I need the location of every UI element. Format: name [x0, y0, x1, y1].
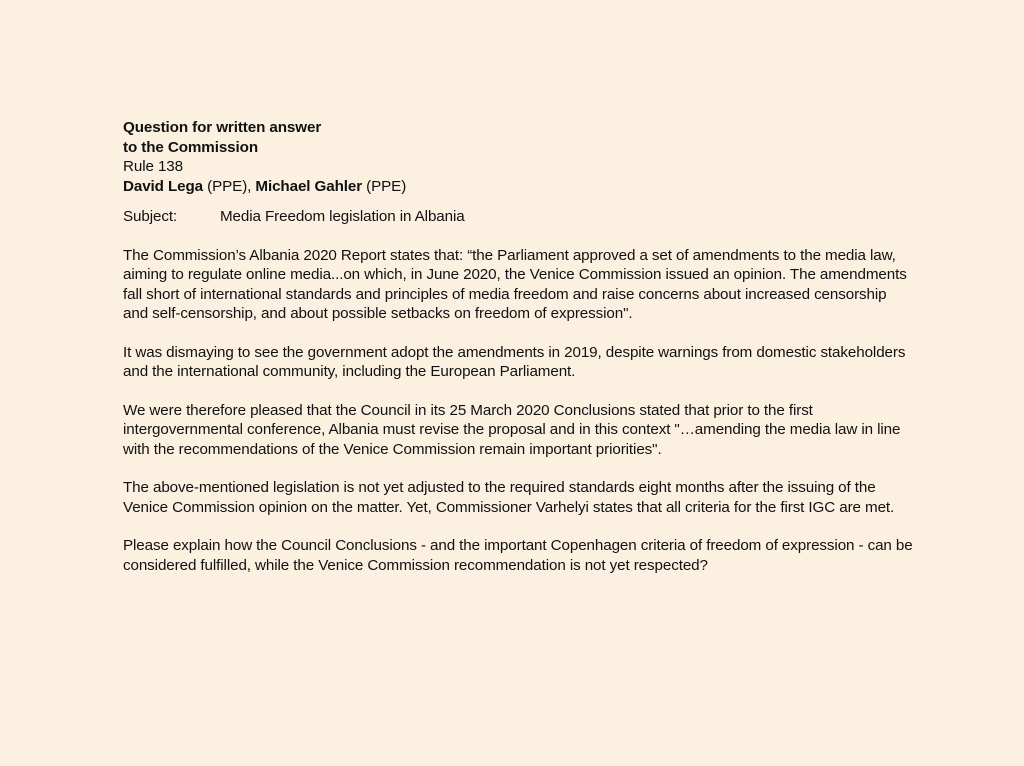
question-paragraph: We were therefore pleased that the Council in its 25 March 2020 Conclusions stated that prior to the first intergovernmental conference, Albania must revise the proposal and in this context "…amending the media law in line with the recommendations of the Venice Commission remain important priorities".: [123, 401, 901, 458]
authors-line: [123, 177, 913, 197]
question-header: [123, 118, 913, 196]
subject-line: [123, 207, 913, 227]
author-party: (PPE): [362, 177, 407, 195]
question-paragraph: The above-mentioned legislation is not yet adjusted to the required standards eight months after the issuing of the Venice Commission opinion on the matter. Yet, Commissioner Varhelyi states that all criteria for the first IGC are met.: [123, 479, 895, 516]
document-body: [123, 118, 913, 575]
question-paragraph: Please explain how the Council Conclusions - and the important Copenhagen criteria of freedom of expression - can be considered fulfilled, while the Venice Commission recommendation is not yet respected?: [123, 537, 913, 574]
author-name: David Lega: [123, 177, 204, 195]
question-addressee: to the Commission: [123, 138, 258, 156]
author-name: Michael Gahler: [255, 177, 363, 195]
question-paragraph: It was dismaying to see the government adopt the amendments in 2019, despite warnings from domestic stakeholders and the international community, including the European Parliament.: [123, 343, 906, 380]
subject-label: Subject:: [123, 208, 178, 225]
question-type: Question for written answer: [123, 119, 322, 136]
author-party: (PPE),: [203, 177, 256, 195]
subject-value: Media Freedom legislation in Albania: [220, 208, 465, 225]
rule-reference: Rule 138: [123, 158, 183, 175]
question-paragraph: The Commission’s Albania 2020 Report states that: “the Parliament approved a set of amendments to the media law, aiming to regulate online media...on which, in June 2020, the Venice Commission issued an opinion. The amendments fall short of international standards and principles of media freedom and raise concerns about increased censorship and self-censorship, and about possible setbacks on freedom of expression".: [123, 246, 907, 322]
